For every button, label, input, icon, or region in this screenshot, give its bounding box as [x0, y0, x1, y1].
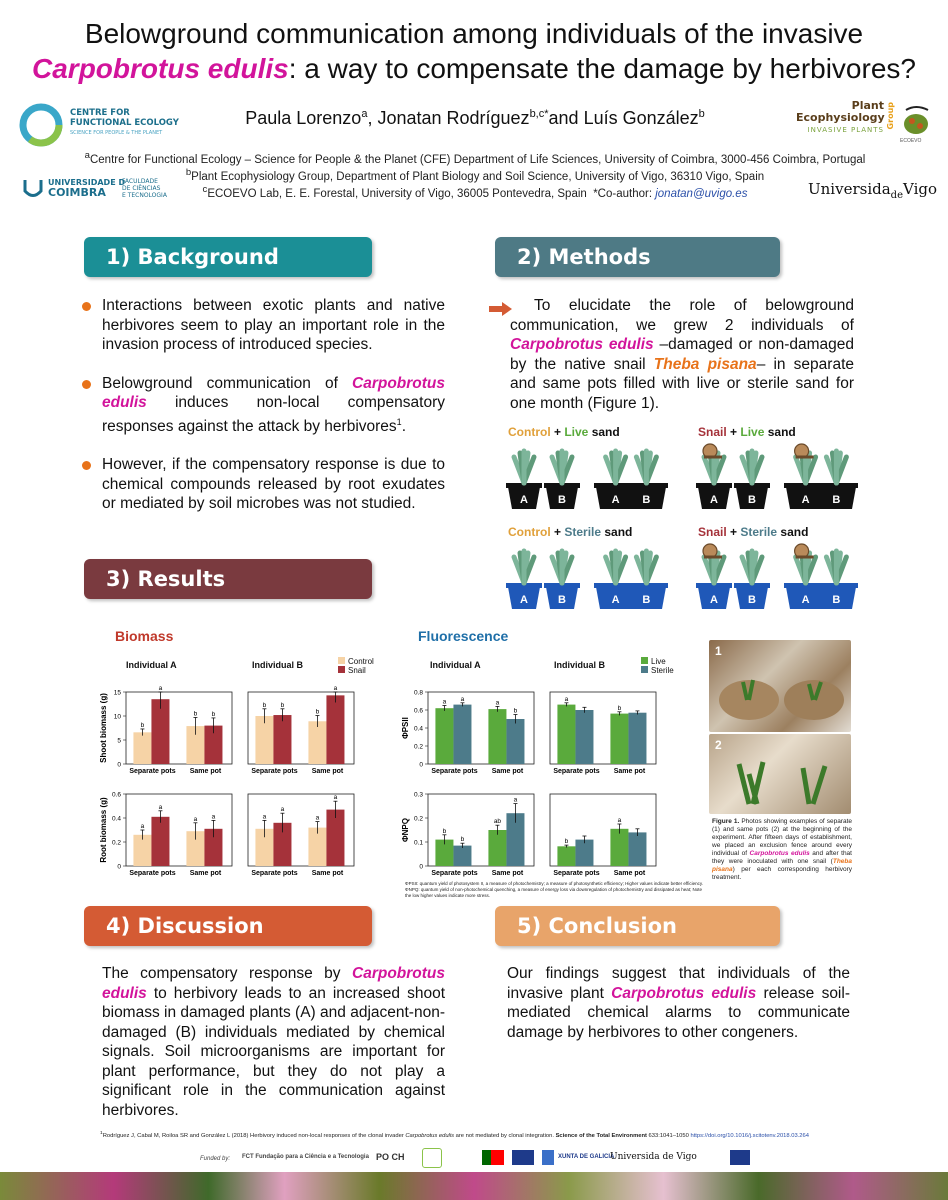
bar — [488, 830, 506, 866]
significance-letter: b — [262, 701, 267, 709]
pot-rim — [784, 583, 858, 588]
bar — [610, 829, 628, 866]
bar — [506, 719, 524, 764]
fluorescence-title: Fluorescence — [418, 628, 509, 644]
legend-snail: Snail — [348, 666, 366, 675]
plant — [514, 551, 534, 583]
methods-t2: –damaged or non-damaged by the native snail — [510, 336, 854, 373]
bar — [435, 708, 453, 764]
bg-p2-species: Carpobrotus edulis — [102, 374, 445, 411]
pot-group — [506, 451, 668, 509]
author-1-sup: a — [361, 108, 368, 120]
poster-title — [10, 16, 938, 86]
conclusion-t2: release soil-mediated chemical alarms to communicate damage by herbivores to other congeners. — [507, 984, 850, 1041]
conclusion-t1: Our findings suggest that individuals of the invasive plant — [507, 965, 850, 1002]
plant — [636, 451, 656, 483]
chart-panel — [248, 794, 354, 877]
bg-p2-a: Belowground communication of — [102, 374, 352, 392]
significance-letter: b — [315, 708, 320, 716]
photo-2-plants — [709, 734, 851, 814]
y-tick-label: 0 — [419, 863, 423, 871]
y-tick-label: 5 — [117, 737, 121, 745]
plant — [636, 551, 656, 583]
eu-flag-icon — [512, 1150, 534, 1165]
significance-letter: a — [333, 685, 338, 692]
footnote-2: ΦNPQ: quantum yield of non-photochemical quenching, a measure of energy loss via downregulation of photochemistry and dissipated as heat; Note the low higher values indicate more stress. — [405, 887, 703, 898]
affiliation-a — [60, 150, 890, 166]
plant — [552, 451, 572, 483]
section-header-conclusion: 5) Conclusion — [495, 906, 780, 946]
pot-label: B — [748, 494, 756, 506]
ref-doi-link[interactable]: https://doi.org/10.1016/j.scitotenv.2018.03.264 — [690, 1132, 809, 1139]
caption-b: and after that they were inoculated with one snail ( — [712, 850, 852, 865]
bar — [453, 705, 471, 764]
pot-label: A — [520, 494, 528, 506]
x-category-label: Same pot — [491, 870, 524, 877]
funded-by-label: Funded by: — [200, 1156, 231, 1162]
aff-a-text: Centre for Functional Ecology – Science for People & the Planet (CFE) Department of Life Sciences, University of Coimbra, 3000-456 Coimbra, Portugal — [89, 153, 866, 166]
ref-sup: 1 — [100, 1131, 103, 1136]
uc-line5: E TECNOLOGIA — [122, 192, 167, 199]
grp2-w3: sand — [601, 525, 633, 539]
photo-same-pot — [709, 734, 851, 814]
methods-diagram — [500, 425, 860, 615]
plant — [606, 551, 626, 583]
bar — [326, 810, 344, 866]
figure-caption — [712, 818, 852, 882]
ref-journal: Science of the Total Environment — [555, 1132, 647, 1139]
fluor-indB-label: Individual B — [554, 660, 606, 670]
caption-a: Photos showing examples of separate (1) and same pots (2) at the beginning of the experiment. After fifteen days of establishment, we placed an exclusion fence around every individual of — [712, 818, 853, 857]
plant — [514, 451, 534, 483]
pot-label: B — [558, 494, 566, 506]
pot-group — [696, 544, 858, 609]
fluor-indA-label: Individual A — [430, 660, 481, 670]
significance-letter: a — [158, 803, 163, 811]
y-tick-label: 0 — [117, 761, 121, 769]
peg-line4: INVASIVE PLANTS — [807, 126, 884, 134]
significance-letter: a — [140, 823, 145, 830]
conclusion-text — [507, 964, 850, 1042]
grp0-plus: + — [550, 425, 565, 439]
x-category-label: Same pot — [613, 870, 646, 877]
ecoevo-leaf-icon — [898, 104, 934, 140]
author-2: Jonatan Rodríguez — [377, 108, 530, 128]
poch-logo: PO CH — [376, 1152, 405, 1162]
x-category-label: Separate pots — [129, 768, 176, 775]
grp3-w3: sand — [777, 525, 809, 539]
pot-label: A — [801, 594, 810, 606]
significance-letter: a — [158, 685, 163, 692]
grp1-w1: Snail — [698, 425, 727, 439]
bar — [255, 716, 273, 764]
author-1: Paula Lorenzo — [245, 108, 362, 128]
significance-letter: a — [442, 698, 447, 706]
peg-line2: Ecophysiology — [796, 111, 885, 124]
photo-2-label: 2 — [715, 738, 722, 752]
author-2-sup: b,c* — [529, 108, 549, 120]
bar — [151, 817, 169, 866]
x-category-label: Same pot — [491, 768, 524, 775]
peg-line5: ECOEVO — [900, 138, 922, 144]
x-category-label: Same pot — [613, 768, 646, 775]
significance-letter: b — [211, 710, 216, 718]
section-header-discussion: 4) Discussion — [84, 906, 372, 946]
aff-c-sup: c — [202, 184, 208, 195]
pot-label: B — [832, 594, 841, 606]
peg-line3: Group — [886, 102, 895, 130]
background-point-3: However, if the compensatory response is due to chemical compounds released by root exudates or mediated by soil microbes was not studied. — [102, 456, 445, 513]
y-tick-label: 0.2 — [111, 839, 121, 847]
chart-panel — [401, 792, 534, 878]
significance-letter: a — [333, 794, 338, 802]
pot — [786, 587, 856, 609]
section-header-background: 1) Background — [84, 237, 372, 277]
significance-letter: b — [564, 838, 569, 846]
y-tick-label: 0.6 — [111, 791, 121, 799]
pot-label: A — [520, 594, 528, 606]
bar — [326, 695, 344, 764]
grp1-plus: + — [726, 425, 741, 439]
peg-line1: Plant — [851, 99, 884, 112]
bar — [133, 732, 151, 764]
bg-p2-b: induces non-local compensatory responses against the attack by herbivores — [102, 394, 445, 435]
legend-sterile: Sterile — [651, 666, 674, 675]
x-category-label: Separate pots — [553, 768, 600, 775]
biomass-indB-label: Individual B — [252, 660, 304, 670]
chart-panel — [99, 685, 232, 775]
caption-snail: Theba pisana — [712, 858, 852, 873]
uv-part1: Universida — [808, 180, 891, 198]
chart-panel — [401, 690, 534, 776]
uc-line1: UNIVERSIDADE D — [48, 178, 126, 187]
section-header-methods: 2) Methods — [495, 237, 780, 277]
chart-panel — [550, 794, 656, 877]
pot-group — [506, 551, 668, 609]
x-category-label: Separate pots — [129, 870, 176, 877]
results-charts — [98, 672, 698, 882]
y-tick-label: 10 — [113, 713, 121, 721]
pot-rim — [594, 583, 668, 588]
significance-letter: a — [617, 817, 622, 824]
footnote-1: ΦPSII: quantum yield of photosystem II, a measure of photochemistry; a measure of photosynthetic efficiency; Higher values indicate better efficiency. — [405, 881, 703, 886]
pot — [596, 587, 666, 609]
chart-panel — [550, 692, 656, 775]
plant — [552, 551, 572, 583]
author-sep-1: , — [367, 108, 378, 128]
legend-live: Live — [651, 657, 666, 666]
uvigo-logo — [808, 180, 937, 201]
caption-c: ) per each corresponding herbivory treatment. — [712, 866, 852, 881]
significance-letter: b — [617, 704, 622, 712]
y-tick-label: 0.4 — [111, 815, 121, 823]
chart-panel — [248, 685, 354, 775]
plant — [826, 451, 846, 483]
bar — [610, 714, 628, 764]
pots-illustration — [500, 443, 860, 623]
bar — [453, 846, 471, 866]
significance-letter: b — [280, 701, 285, 709]
fct-logo: FCT Fundação para a Ciência e a Tecnologia — [242, 1154, 369, 1160]
pot-label: B — [558, 594, 566, 606]
bar — [628, 713, 646, 764]
background-point-1: Interactions between exotic plants and native herbivores seem to play an important role in the invasion process of introduced species. — [102, 297, 445, 353]
ref-text3: 633:1041–1050 — [646, 1132, 691, 1139]
coauthor-email-link[interactable]: jonatan@uvigo.es — [655, 187, 748, 200]
pot-label: A — [710, 594, 718, 606]
significance-letter: b — [140, 721, 145, 729]
pot-group — [696, 444, 858, 509]
legend-control: Control — [348, 657, 374, 666]
bar — [488, 709, 506, 764]
grp0-w3: sand — [588, 425, 620, 439]
bg-p2-sup: 1 — [396, 416, 402, 427]
uv-part3: Vigo — [903, 180, 937, 198]
y-tick-label: 0 — [419, 761, 423, 769]
peg-logo — [790, 98, 940, 146]
grp0-w2: Live — [564, 425, 589, 439]
x-category-label: Separate pots — [251, 870, 298, 877]
bar — [151, 699, 169, 764]
title-species: Carpobrotus edulis — [32, 53, 289, 84]
green-logo — [422, 1148, 442, 1168]
authors — [150, 108, 800, 129]
significance-letter: b — [460, 836, 465, 844]
title-line-2-rest: : a way to compensate the damage by herbivores? — [288, 53, 916, 84]
biomass-title: Biomass — [115, 628, 174, 644]
significance-letter: ab — [493, 818, 502, 826]
legend-swatch-live — [641, 657, 648, 664]
bar — [557, 705, 575, 764]
plant — [742, 451, 762, 483]
significance-letter: a — [315, 814, 320, 822]
discussion-species: Carpobrotus edulis — [102, 965, 445, 1002]
pot-label: A — [611, 594, 620, 606]
bar — [308, 721, 326, 764]
bar — [575, 840, 593, 866]
plant — [606, 451, 626, 483]
eu-flag-icon-2 — [730, 1150, 750, 1165]
xunta-logo: XUNTA DE GALICIA — [558, 1154, 615, 1160]
significance-letter: a — [495, 699, 500, 707]
methods-snail: Theba pisana — [653, 355, 757, 373]
author-sep-2: and — [548, 108, 584, 128]
ref-text2: are not mediated by clonal integration. — [454, 1132, 556, 1139]
grp1-w2: Live — [740, 425, 765, 439]
title-line-2 — [10, 51, 938, 86]
cfe-line1: CENTRE FOR — [70, 108, 130, 118]
grp2-w2: Sterile — [564, 525, 602, 539]
y-axis-label: ΦNPQ — [401, 818, 410, 842]
pot — [596, 487, 666, 509]
x-category-label: Separate pots — [553, 870, 600, 877]
caption-species: Carpobrotus edulis — [749, 850, 810, 857]
y-tick-label: 0.4 — [413, 725, 423, 733]
significance-letter: a — [513, 796, 518, 804]
grp3-w1: Snail — [698, 525, 727, 539]
x-category-label: Same pot — [189, 870, 222, 877]
cfe-line3: SCIENCE FOR PEOPLE & THE PLANET — [70, 130, 163, 136]
y-axis-label: ΦPSII — [401, 717, 410, 739]
background-point-2 — [102, 374, 445, 437]
significance-letter: a — [564, 695, 569, 703]
grp1-w3: sand — [764, 425, 796, 439]
grp0-w1: Control — [508, 425, 551, 439]
portugal-flag-icon — [482, 1150, 504, 1165]
cfe-ring-icon — [18, 102, 64, 148]
coimbra-u-icon — [22, 178, 44, 200]
significance-letter: a — [262, 813, 267, 821]
y-tick-label: 0.2 — [413, 815, 423, 823]
y-axis-label: Shoot biomass (g) — [99, 693, 108, 763]
uv-part2: de — [890, 190, 903, 201]
reference — [100, 1131, 860, 1139]
methods-species: Carpobrotus edulis — [510, 336, 654, 353]
aff-c-text: ECOEVO Lab, E. E. Forestal, University of Vigo, 36005 Pontevedra, Spain — [207, 187, 587, 200]
aff-b-text: Plant Ecophysiology Group, Department of Plant Biology and Soil Science, University of Vigo, 36310 Vigo, Spain — [191, 170, 765, 183]
methods-text — [510, 296, 854, 413]
x-category-label: Separate pots — [251, 768, 298, 775]
biomass-indA-label: Individual A — [126, 660, 177, 670]
bg-p2-end: . — [401, 417, 406, 435]
group-label-snail-live — [698, 425, 796, 439]
conclusion-species: Carpobrotus edulis — [611, 984, 757, 1002]
photo-1-plants — [709, 640, 851, 732]
uvigo-small-logo: Universida de Vigo — [610, 1152, 697, 1162]
y-tick-label: 15 — [113, 689, 121, 697]
pot-label: A — [801, 494, 810, 506]
coauthor-label: *Co-author: — [593, 187, 656, 200]
grp2-plus: + — [550, 525, 565, 539]
uc-line4: DE CIÊNCIAS — [122, 185, 161, 192]
pot — [786, 487, 856, 509]
pot-label: B — [642, 594, 651, 606]
ref-species: Carpobrotus edulis — [405, 1132, 455, 1139]
funding-bar — [200, 1148, 760, 1170]
pot-rim — [784, 483, 858, 488]
pot-rim — [594, 483, 668, 488]
legend-swatch-control — [338, 657, 345, 664]
y-tick-label: 0 — [117, 863, 121, 871]
discussion-t2: to herbivory leads to an increased shoot biomass in damaged plants (A) and adjacent-non-damaged (B) individuals mediated by chemical signals. Soil microorganisms are important for plant performance, but they do not play a significant role in the communication against herbivores. — [102, 984, 445, 1119]
grp3-w2: Sterile — [740, 525, 778, 539]
photo-separate-pots — [709, 640, 851, 732]
caption-bold: Figure 1. — [712, 818, 740, 825]
bar — [273, 715, 291, 764]
y-tick-label: 0.3 — [413, 791, 423, 799]
grp2-w1: Control — [508, 525, 551, 539]
significance-letter: b — [442, 827, 447, 835]
chart-panel — [99, 792, 232, 878]
photo-1-label: 1 — [715, 644, 722, 658]
y-axis-label: Root biomass (g) — [99, 797, 108, 863]
aff-a-sup: a — [84, 150, 90, 161]
cfe-line2: FUNCTIONAL ECOLOGY — [70, 118, 179, 128]
pot-label: B — [642, 494, 651, 506]
section-header-results: 3) Results — [84, 559, 372, 599]
x-category-label: Same pot — [189, 768, 222, 775]
methods-t1: To elucidate the role of belowground communication, we grew 2 individuals of — [510, 297, 854, 334]
chart-footnotes — [405, 881, 705, 899]
y-tick-label: 0.1 — [413, 839, 423, 847]
y-tick-label: 0.2 — [413, 743, 423, 751]
significance-letter: b — [513, 707, 518, 715]
discussion-t1: The compensatory response by — [102, 965, 352, 982]
methods-t3: – in separate and same pots filled with live or sterile sand for one month (Figure 1). — [510, 355, 854, 412]
aff-b-sup: b — [185, 167, 192, 178]
author-3: Luís González — [583, 108, 699, 128]
significance-letter: a — [211, 813, 216, 821]
x-category-label: Separate pots — [431, 768, 478, 775]
y-tick-label: 0.6 — [413, 707, 423, 715]
flower-photo-strip — [0, 1172, 948, 1200]
ref-text: Rodríguez J, Cabal M, Roiloa SR and González L (2018) Herbivory induced non-local responses of the clonal invader — [102, 1132, 406, 1139]
significance-letter: b — [193, 710, 198, 718]
galicia-icon — [542, 1150, 554, 1165]
bar — [628, 832, 646, 866]
bar — [557, 846, 575, 866]
plant — [742, 551, 762, 583]
pot-label: B — [748, 594, 756, 606]
grp3-plus: + — [726, 525, 741, 539]
pot-label: A — [611, 494, 620, 506]
background-text — [102, 296, 445, 514]
author-3-sup: b — [698, 108, 705, 120]
bar — [575, 710, 593, 764]
discussion-text — [102, 964, 445, 1120]
plant — [826, 551, 846, 583]
significance-letter: a — [460, 695, 465, 703]
pot-label: A — [710, 494, 718, 506]
y-tick-label: 0.8 — [413, 689, 423, 697]
x-category-label: Separate pots — [431, 870, 478, 877]
significance-letter: a — [193, 815, 198, 823]
pot-label: B — [832, 494, 841, 506]
title-line-1: Belowground communication among individuals of the invasive — [84, 18, 864, 49]
x-category-label: Same pot — [311, 768, 344, 775]
coimbra-logo — [22, 178, 202, 204]
significance-letter: a — [280, 806, 285, 814]
x-category-label: Same pot — [311, 870, 344, 877]
uc-line2: COIMBRA — [48, 186, 106, 199]
uc-line3: FACULDADE — [122, 178, 158, 185]
group-label-control-live — [508, 425, 620, 439]
